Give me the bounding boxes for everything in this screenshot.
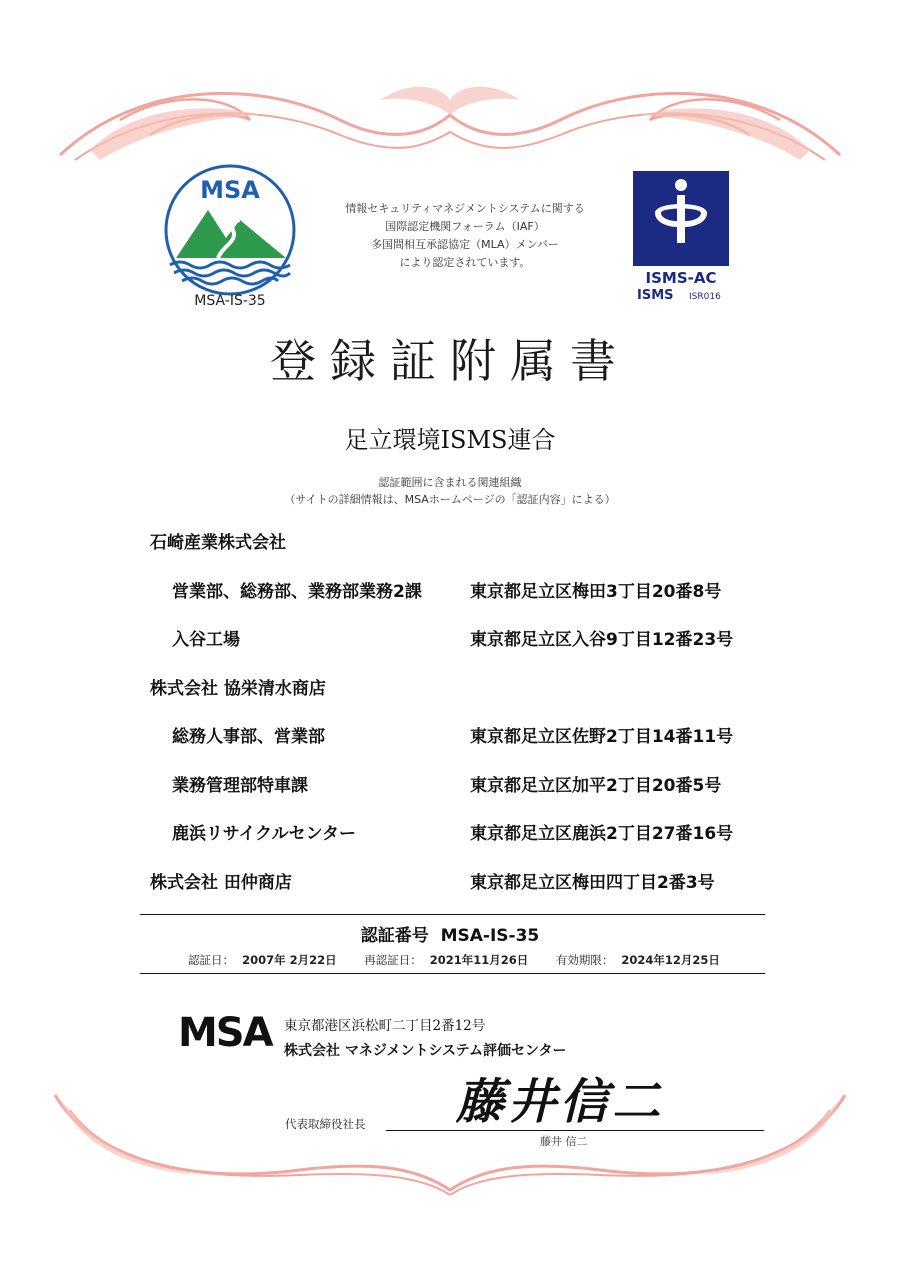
issuer-logo <box>178 1010 278 1056</box>
entry-address: 東京都足立区佐野2丁目14番11号 <box>470 727 734 747</box>
isms-text: ISMS <box>637 288 674 301</box>
entry-name: 株式会社 田仲商店 <box>150 872 292 893</box>
entry-row <box>150 811 790 860</box>
certified-date: 2007年 2月22日 <box>242 953 337 967</box>
entry-address: 東京都足立区加平2丁目20番5号 <box>470 775 722 796</box>
svg-text:藤井信二: 藤井信二 <box>456 1074 665 1130</box>
entry-row <box>150 666 790 715</box>
bottom-ornament <box>0 1075 900 1200</box>
intro-line: 情報セキュリティマネジメントシステムに関する <box>345 202 585 215</box>
divider-top <box>140 914 765 915</box>
certificate-number-value: MSA-IS-35 <box>440 926 540 946</box>
recertified-label: 再認証日： <box>364 953 422 967</box>
signature-line <box>386 1130 764 1131</box>
expiry-date: 2024年12月25日 <box>621 953 720 967</box>
divider-bottom <box>140 973 765 974</box>
entry-name: 業務管理部特車課 <box>172 775 308 796</box>
certificate-dates <box>0 952 900 968</box>
scope-note <box>0 474 900 508</box>
handwritten-signature <box>456 1068 676 1134</box>
entry-row <box>150 714 790 763</box>
organization-name: 足立環境ISMS連合 <box>344 426 556 454</box>
entry-name: 営業部、総務部、業務部業務2課 <box>172 581 422 602</box>
msa-is-logo <box>158 160 303 310</box>
entry-address: 東京都足立区梅田四丁目2番3号 <box>470 872 715 893</box>
msa-code: MSA-IS-35 <box>194 293 266 309</box>
entry-row <box>150 617 790 666</box>
intro-line: により認定されています。 <box>399 256 531 269</box>
issuer-name: 株式会社 マネジメントシステム評価センター <box>284 1043 567 1059</box>
entry-name: 株式会社 協栄清水商店 <box>150 678 326 699</box>
msa-mark-text: MSA <box>200 176 260 204</box>
top-ornament <box>0 60 900 180</box>
intro-line: 多国間相互承認協定（MLA）メンバー <box>371 238 559 251</box>
signer-title: 代表取締役社長 <box>285 1117 366 1131</box>
isms-code: ISR016 <box>689 292 721 301</box>
certificate-number-label: 認証番号 <box>360 926 429 946</box>
expiry-label: 有効期限： <box>555 953 614 967</box>
entry-name: 総務人事部、営業部 <box>172 727 325 747</box>
entry-row <box>150 569 790 618</box>
issuer-logo-text: MSA <box>178 1010 272 1052</box>
scope-note-line2: （サイトの詳細情報は、MSAホームページの「認証内容」による） <box>284 493 616 506</box>
isms-ac-logo <box>633 171 729 301</box>
certified-label: 認証日： <box>188 953 235 967</box>
entry-address: 東京都足立区鹿浜2丁目27番16号 <box>470 824 734 844</box>
recertified-date: 2021年11月26日 <box>429 953 529 967</box>
isms-ac-text: ISMS-AC <box>645 269 717 287</box>
entry-address: 東京都足立区梅田3丁目20番8号 <box>470 581 722 602</box>
issuer-address: 東京都港区浜松町二丁目2番12号 <box>284 1018 486 1034</box>
entry-row <box>150 763 790 812</box>
entry-row <box>150 860 790 909</box>
certificate-number <box>0 921 900 946</box>
entry-name: 入谷工場 <box>172 630 240 650</box>
entry-address: 東京都足立区入谷9丁目12番23号 <box>470 630 734 650</box>
scope-note-line1: 認証範囲に含まれる関連組織 <box>378 476 522 489</box>
accreditation-statement <box>320 200 610 272</box>
document-title: 登録証附属書 <box>270 334 630 388</box>
entry-row <box>150 520 790 569</box>
signer-printed-name: 藤井 信二 <box>540 1135 588 1148</box>
related-organizations-list <box>150 520 790 908</box>
intro-line: 国際認定機関フォーラム（IAF） <box>385 220 545 233</box>
entry-name: 石崎産業株式会社 <box>150 533 286 553</box>
entry-name: 鹿浜リサイクルセンター <box>172 824 356 844</box>
